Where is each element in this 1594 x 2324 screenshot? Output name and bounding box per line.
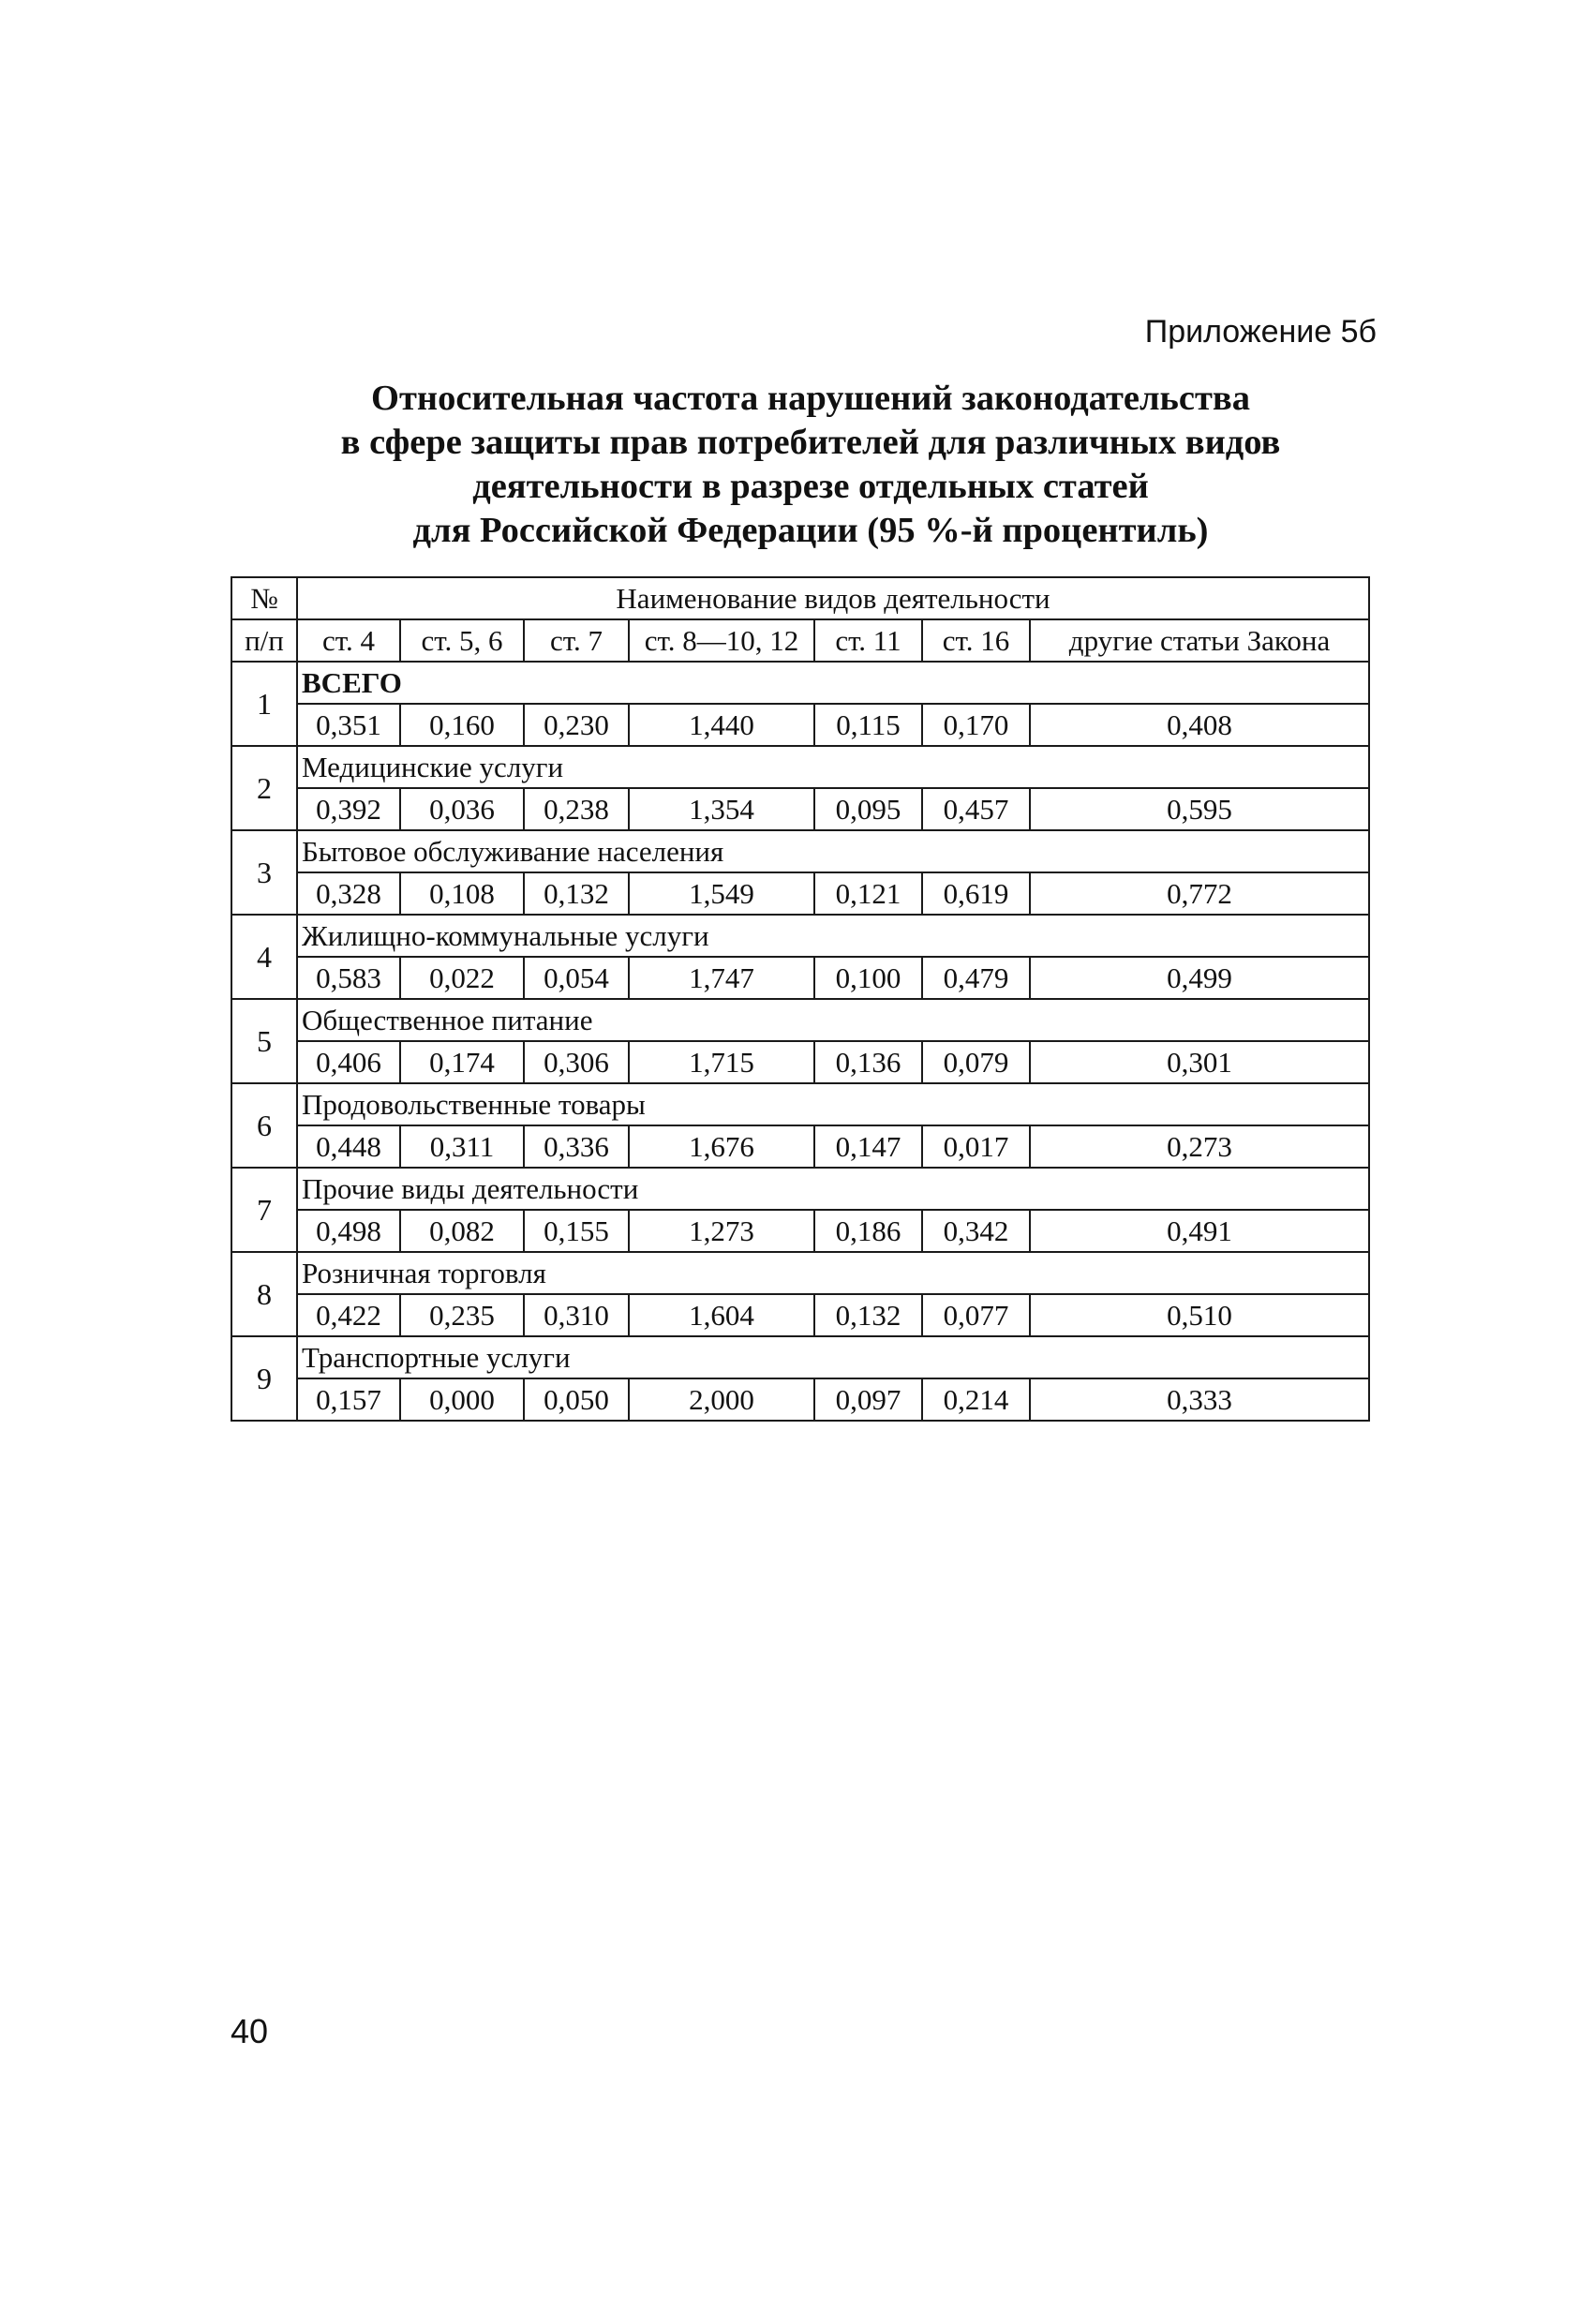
activity-category: Прочие виды деятельности: [297, 1168, 1369, 1210]
row-number: 4: [231, 915, 297, 999]
value-cell: 1,354: [629, 788, 814, 830]
value-cell: 0,310: [524, 1294, 629, 1336]
activity-types-header: Наименование видов деятельности: [297, 577, 1369, 619]
value-cell: 1,273: [629, 1210, 814, 1252]
value-cell: 0,108: [400, 872, 524, 915]
value-cell: 0,095: [814, 788, 922, 830]
value-cell: 0,510: [1030, 1294, 1369, 1336]
row-number: 3: [231, 830, 297, 915]
activity-category: Общественное питание: [297, 999, 1369, 1041]
activity-category: Бытовое обслуживание населения: [297, 830, 1369, 872]
value-cell: 0,022: [400, 957, 524, 999]
value-cell: 0,408: [1030, 704, 1369, 746]
value-cell: 0,050: [524, 1378, 629, 1421]
table-values-row: [231, 957, 1369, 999]
value-cell: 0,132: [524, 872, 629, 915]
value-cell: 0,333: [1030, 1378, 1369, 1421]
value-cell: 0,448: [297, 1125, 400, 1168]
document-title: [230, 377, 1392, 553]
value-cell: 0,238: [524, 788, 629, 830]
value-cell: 0,491: [1030, 1210, 1369, 1252]
activity-category: Жилищно-коммунальные услуги: [297, 915, 1369, 957]
violations-frequency-table: [231, 576, 1370, 1422]
value-cell: 0,342: [922, 1210, 1030, 1252]
row-number: 5: [231, 999, 297, 1083]
value-cell: 0,121: [814, 872, 922, 915]
value-cell: 0,170: [922, 704, 1030, 746]
title-line: для Российской Федерации (95 %-й процентиль): [412, 511, 1209, 550]
value-cell: 1,440: [629, 704, 814, 746]
table-values-row: [231, 1041, 1369, 1083]
activity-category: Медицинские услуги: [297, 746, 1369, 788]
value-cell: 0,230: [524, 704, 629, 746]
value-cell: 0,077: [922, 1294, 1030, 1336]
value-cell: 0,406: [297, 1041, 400, 1083]
table-row: [231, 1252, 1369, 1294]
value-cell: 0,036: [400, 788, 524, 830]
page-number: 40: [231, 2012, 269, 2050]
value-cell: 0,115: [814, 704, 922, 746]
value-cell: 1,715: [629, 1041, 814, 1083]
value-cell: 0,392: [297, 788, 400, 830]
table-values-row: [231, 1210, 1369, 1252]
value-cell: 0,174: [400, 1041, 524, 1083]
value-cell: 1,604: [629, 1294, 814, 1336]
value-cell: 0,306: [524, 1041, 629, 1083]
activity-category: Розничная торговля: [297, 1252, 1369, 1294]
table-values-row: [231, 788, 1369, 830]
row-number: 9: [231, 1336, 297, 1421]
value-cell: 2,000: [629, 1378, 814, 1421]
table-values-row: [231, 1378, 1369, 1421]
table-row: [231, 999, 1369, 1041]
value-cell: 1,549: [629, 872, 814, 915]
number-column-header-bottom: п/п: [231, 619, 297, 662]
table-row: [231, 830, 1369, 872]
value-cell: 0,186: [814, 1210, 922, 1252]
value-cell: 0,479: [922, 957, 1030, 999]
table-values-row: [231, 1125, 1369, 1168]
value-cell: 0,273: [1030, 1125, 1369, 1168]
table-row: [231, 915, 1369, 957]
table-row: [231, 1083, 1369, 1125]
table-row: [231, 1336, 1369, 1378]
table-row: [231, 1168, 1369, 1210]
activity-category: Продовольственные товары: [297, 1083, 1369, 1125]
table-subheader-row: [231, 619, 1369, 662]
table-values-row: [231, 872, 1369, 915]
value-cell: 0,157: [297, 1378, 400, 1421]
value-cell: 0,583: [297, 957, 400, 999]
value-cell: 0,311: [400, 1125, 524, 1168]
column-header: ст. 11: [814, 619, 922, 662]
value-cell: 0,457: [922, 788, 1030, 830]
value-cell: 1,676: [629, 1125, 814, 1168]
value-cell: 0,147: [814, 1125, 922, 1168]
activity-category: ВСЕГО: [297, 662, 1369, 704]
value-cell: 0,498: [297, 1210, 400, 1252]
value-cell: 0,079: [922, 1041, 1030, 1083]
column-header: ст. 5, 6: [400, 619, 524, 662]
value-cell: 1,747: [629, 957, 814, 999]
row-number: 8: [231, 1252, 297, 1336]
row-number: 6: [231, 1083, 297, 1168]
value-cell: 0,499: [1030, 957, 1369, 999]
value-cell: 0,328: [297, 872, 400, 915]
value-cell: 0,000: [400, 1378, 524, 1421]
value-cell: 0,336: [524, 1125, 629, 1168]
value-cell: 0,301: [1030, 1041, 1369, 1083]
value-cell: 0,619: [922, 872, 1030, 915]
table-header-row: [231, 577, 1369, 619]
value-cell: 0,422: [297, 1294, 400, 1336]
value-cell: 0,160: [400, 704, 524, 746]
value-cell: 0,100: [814, 957, 922, 999]
table-values-row: [231, 1294, 1369, 1336]
row-number: 7: [231, 1168, 297, 1252]
title-line: Относительная частота нарушений законодательства: [371, 379, 1250, 418]
column-header: ст. 7: [524, 619, 629, 662]
appendix-label: Приложение 5б: [1144, 314, 1377, 350]
column-header: ст. 8—10, 12: [629, 619, 814, 662]
column-header: другие статьи Закона: [1030, 619, 1369, 662]
value-cell: 0,214: [922, 1378, 1030, 1421]
activity-category: Транспортные услуги: [297, 1336, 1369, 1378]
value-cell: 0,017: [922, 1125, 1030, 1168]
title-line: в сфере защиты прав потребителей для различных видов: [340, 423, 1281, 462]
table-row: [231, 662, 1369, 704]
value-cell: 0,136: [814, 1041, 922, 1083]
value-cell: 0,351: [297, 704, 400, 746]
column-header: ст. 4: [297, 619, 400, 662]
value-cell: 0,235: [400, 1294, 524, 1336]
value-cell: 0,054: [524, 957, 629, 999]
value-cell: 0,595: [1030, 788, 1369, 830]
row-number: 1: [231, 662, 297, 746]
row-number: 2: [231, 746, 297, 830]
title-line: деятельности в разрезе отдельных статей: [472, 467, 1149, 506]
table-values-row: [231, 704, 1369, 746]
value-cell: 0,097: [814, 1378, 922, 1421]
column-header: ст. 16: [922, 619, 1030, 662]
value-cell: 0,132: [814, 1294, 922, 1336]
table-row: [231, 746, 1369, 788]
number-column-header-top: №: [231, 577, 297, 619]
value-cell: 0,772: [1030, 872, 1369, 915]
value-cell: 0,082: [400, 1210, 524, 1252]
value-cell: 0,155: [524, 1210, 629, 1252]
